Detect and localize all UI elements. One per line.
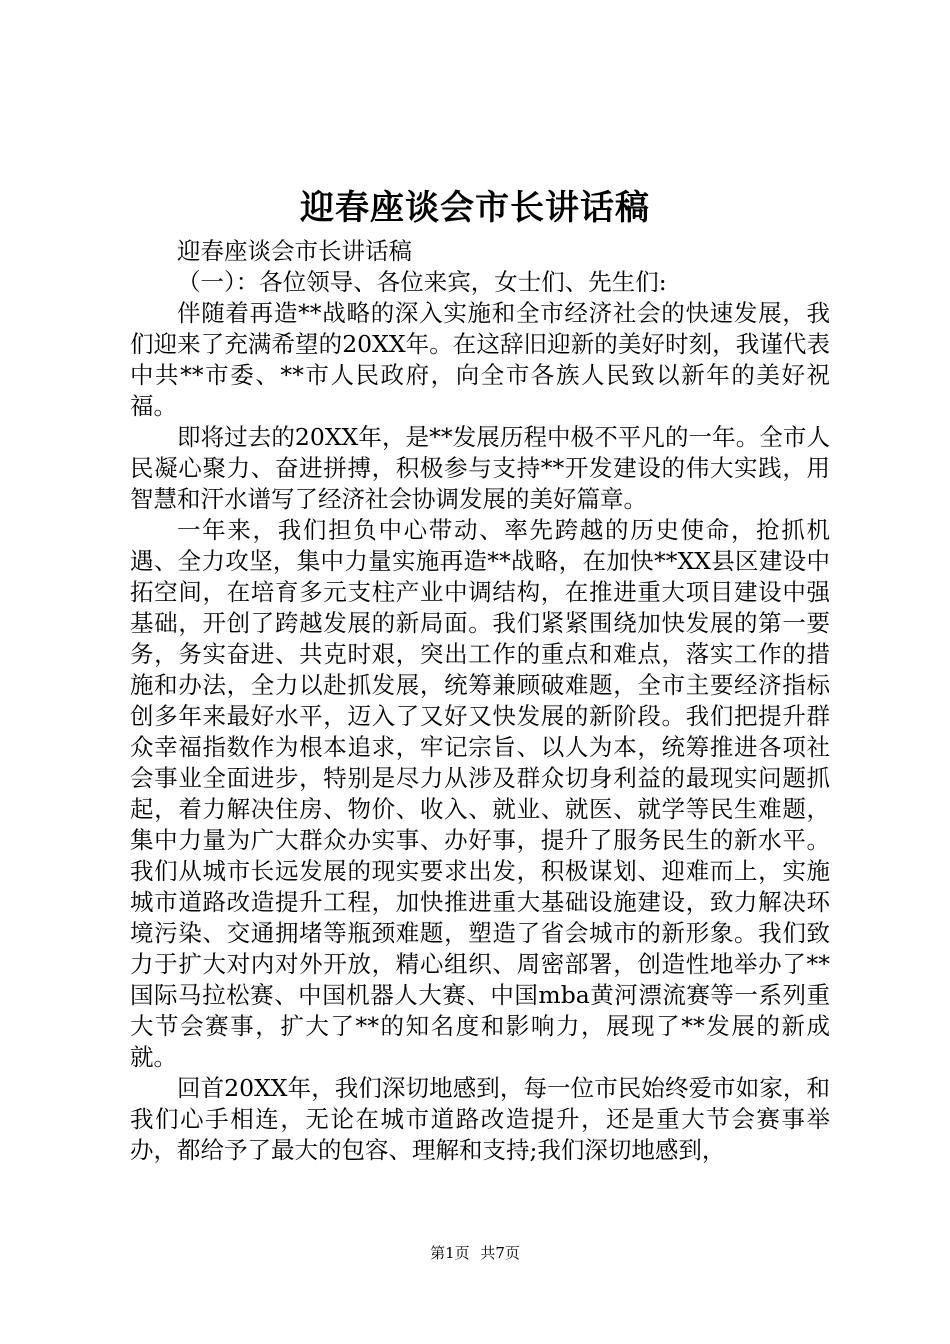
paragraph-achievements: 一年来，我们担负中心带动、率先跨越的历史使命，抢抓机遇、全力攻坚，集中力量实施再造**战略，在加快**XX县区建设中拓空间，在培育多元支柱产业中调结构，在推进重大项目建设中强基础，开创了跨越发展的新局面。我们紧紧围绕加快发展的第一要务，务实奋进、共克时艰，突出工作的重点和难点，落实工作的措施和办法，全力以赴抓发展，统筹兼顾破难题，全市主要经济指标创多年来最好水平，迈入了又好又快发展的新阶段。我们把提升群众幸福指数作为根本追求，牢记宗旨、以人为本，统筹推进各项社会事业全面进步，特别是尽力从涉及群众切身利益的最现实问题抓起，着力解决住房、物价、收入、就业、就医、就学等民生难题，集中力量为广大群众办实事、办好事，提升了服务民生的新水平。我们从城市长远发展的现实要求出发，积极谋划、迎难而上，实施城市道路改造提升工程，加快推进重大基础设施建设，致力解决环境污染、交通拥堵等瓶颈难题，塑造了省会城市的新形象。我们致力于扩大对内对外开放，精心组织、周密部署，创造性地举办了**国际马拉松赛、中国机器人大赛、中国mba黄河漂流赛等一系列重大节会赛事，扩大了**的知名度和影响力，展现了**发展的新成就。 — [130, 516, 830, 1071]
page-number: 第1页 — [430, 1244, 470, 1262]
paragraph-opening: 伴随着再造**战略的深入实施和全市经济社会的快速发展，我们迎来了充满希望的20XX年。在这辞旧迎新的美好时刻，我谨代表中共**市委、**市人民政府，向全市各族人民致以新年的美好祝福。 — [130, 299, 830, 420]
page-footer — [0, 1243, 950, 1263]
paragraph-reflection: 回首20XX年，我们深切地感到，每一位市民始终爱市如家，和我们心手相连，无论在城市道路改造提升，还是重大节会赛事举办，都给予了最大的包容、理解和支持;我们深切地感到， — [130, 1074, 830, 1164]
document-body — [130, 236, 830, 1166]
document-title: 迎春座谈会市长讲话稿 — [300, 188, 650, 228]
paragraph-review: 即将过去的20XX年，是**发展历程中极不平凡的一年。全市人民凝心聚力、奋进拼搏，积极参与支持**开发建设的伟大实践，用智慧和汗水谱写了经济社会协调发展的美好篇章。 — [130, 423, 830, 513]
paragraph-heading: 迎春座谈会市长讲话稿 — [177, 237, 412, 265]
paragraph-salutation: （一）：各位领导、各位来宾，女士们、先生们: — [177, 268, 667, 296]
page-total: 共7页 — [480, 1244, 520, 1262]
